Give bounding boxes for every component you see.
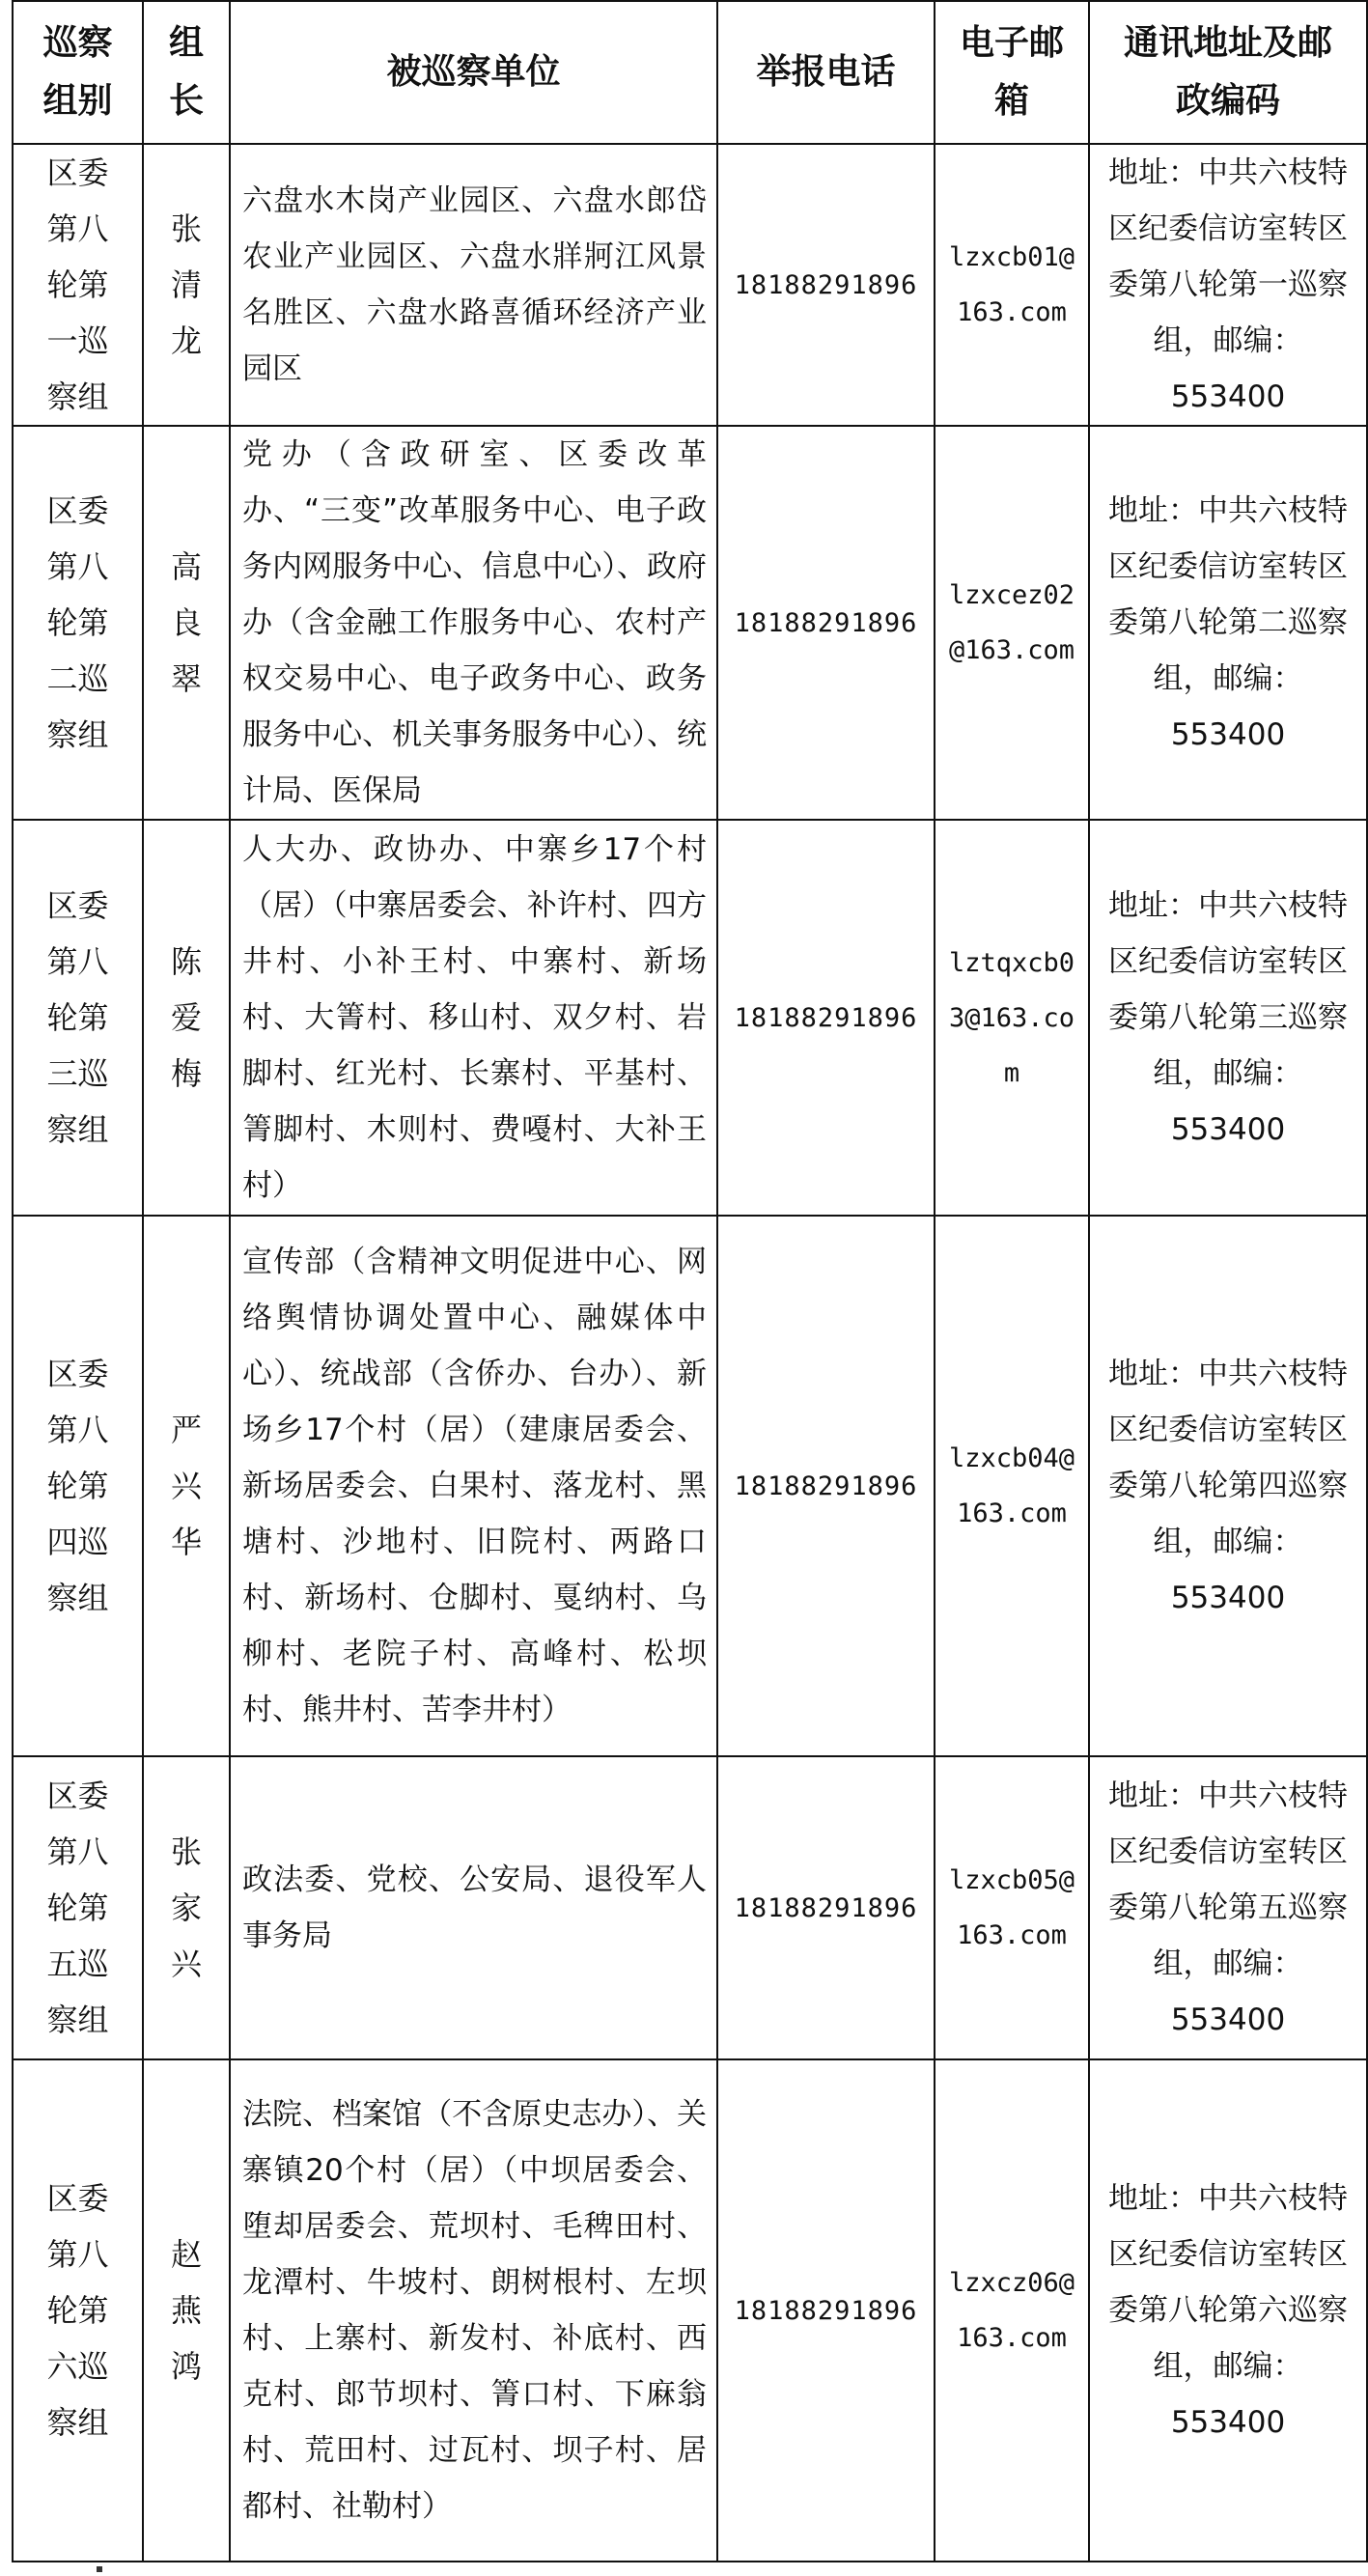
table-row: [13, 820, 1367, 1216]
units-cell: 法院、档案馆（不含原史志办）、关寨镇20个村（居）（中坝居委会、堕却居委会、荒坝村、毛稗田村、龙潭村、牛坡村、朗树根村、左坝村、上寨村、新发村、补底村、西克村、郎节坝村、箐口村、下麻翁村、荒田村、过瓦村、坝子村、居都村、社勒村）: [230, 2059, 717, 2562]
units-cell: 人大办、政协办、中寨乡17个村（居）（中寨居委会、补许村、四方井村、小补王村、中寨村、新场村、大箐村、移山村、双夕村、岩脚村、红光村、长寨村、平基村、箐脚村、木则村、费嘠村、大补王村）: [230, 820, 717, 1216]
email-cell: lzxcez02@163.com: [935, 426, 1089, 820]
phone-cell: 18188291896: [717, 1756, 935, 2059]
address-cell: 地址：中共六枝特区纪委信访室转区委第八轮第三巡察组，邮编：553400: [1089, 820, 1367, 1216]
leader-cell: 张家兴: [143, 1756, 230, 2059]
group-cell: 区委第八轮第五巡察组: [13, 1756, 143, 2059]
email-cell: lzxcb05@163.com: [935, 1756, 1089, 2059]
address-cell: 地址：中共六枝特区纪委信访室转区委第八轮第一巡察组，邮编：553400: [1089, 144, 1367, 426]
group-cell: 区委第八轮第二巡察组: [13, 426, 143, 820]
header-leader: 组长: [143, 1, 230, 144]
address-cell: 地址：中共六枝特区纪委信访室转区委第八轮第二巡察组，邮编：553400: [1089, 426, 1367, 820]
group-cell: 区委第八轮第一巡察组: [13, 144, 143, 426]
phone-cell: 18188291896: [717, 1216, 935, 1756]
email-cell: lzxcb04@163.com: [935, 1216, 1089, 1756]
phone-cell: 18188291896: [717, 820, 935, 1216]
units-cell: 党办（含政研室、区委改革办、“三变”改革服务中心、电子政务内网服务中心、信息中心）、政府办（含金融工作服务中心、农村产权交易中心、电子政务中心、政务服务中心、机关事务服务中心）、统计局、医保局: [230, 426, 717, 820]
leader-cell: 陈爱梅: [143, 820, 230, 1216]
table-row: [13, 1216, 1367, 1756]
leader-cell: 严兴华: [143, 1216, 230, 1756]
units-cell: 政法委、党校、公安局、退役军人事务局: [230, 1756, 717, 2059]
inspection-table: [12, 0, 1368, 2562]
header-units: 被巡察单位: [230, 1, 717, 144]
leader-cell: 高良翠: [143, 426, 230, 820]
phone-cell: 18188291896: [717, 2059, 935, 2562]
page-edge-mark: [97, 2566, 102, 2572]
header-email: 电子邮箱: [935, 1, 1089, 144]
address-cell: 地址：中共六枝特区纪委信访室转区委第八轮第五巡察组，邮编：553400: [1089, 1756, 1367, 2059]
group-cell: 区委第八轮第四巡察组: [13, 1216, 143, 1756]
table-header-row: [13, 1, 1367, 144]
email-cell: lzxcb01@163.com: [935, 144, 1089, 426]
table-row: [13, 1756, 1367, 2059]
leader-cell: 张清龙: [143, 144, 230, 426]
header-group: 巡察组别: [13, 1, 143, 144]
phone-cell: 18188291896: [717, 144, 935, 426]
group-cell: 区委第八轮第三巡察组: [13, 820, 143, 1216]
phone-cell: 18188291896: [717, 426, 935, 820]
units-cell: 宣传部（含精神文明促进中心、网络舆情协调处置中心、融媒体中心）、统战部（含侨办、台办）、新场乡17个村（居）（建康居委会、新场居委会、白果村、落龙村、黑塘村、沙地村、旧院村、两路口村、新场村、仓脚村、戛纳村、乌柳村、老院子村、高峰村、松坝村、熊井村、苦李井村）: [230, 1216, 717, 1756]
group-cell: 区委第八轮第六巡察组: [13, 2059, 143, 2562]
table-row: [13, 426, 1367, 820]
email-cell: lztqxcb03@163.com: [935, 820, 1089, 1216]
table-row: [13, 2059, 1367, 2562]
leader-cell: 赵燕鸿: [143, 2059, 230, 2562]
units-cell: 六盘水木岗产业园区、六盘水郎岱农业产业园区、六盘水牂牁江风景名胜区、六盘水路喜循环经济产业园区: [230, 144, 717, 426]
address-cell: 地址：中共六枝特区纪委信访室转区委第八轮第四巡察组，邮编：553400: [1089, 1216, 1367, 1756]
header-phone: 举报电话: [717, 1, 935, 144]
email-cell: lzxcz06@163.com: [935, 2059, 1089, 2562]
header-address: 通讯地址及邮政编码: [1089, 1, 1367, 144]
table-row: [13, 144, 1367, 426]
address-cell: 地址：中共六枝特区纪委信访室转区委第八轮第六巡察组，邮编：553400: [1089, 2059, 1367, 2562]
